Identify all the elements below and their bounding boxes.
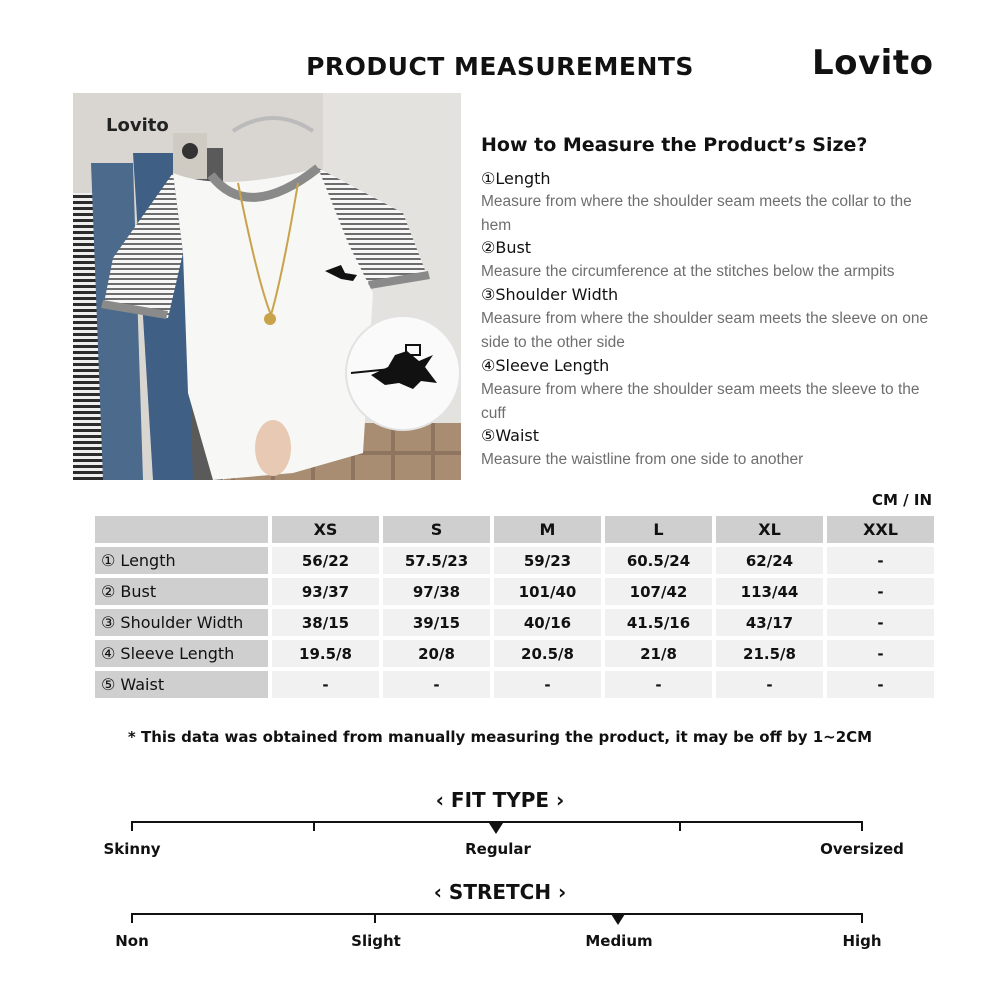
table-cell: 20/8 [383,640,490,667]
table-cell: - [827,609,934,636]
table-cell: 60.5/24 [605,547,712,574]
table-cell: - [827,640,934,667]
table-cell: 93/37 [272,578,379,605]
size-header-m: M [494,516,601,543]
bust-description: Measure the circumference at the stitches below the armpits [481,263,895,280]
row-label-waist: ⑤ Waist [95,671,268,698]
fit-type-tick [861,821,863,831]
table-row [95,578,934,605]
size-table [91,512,938,702]
stretch-tick [374,913,376,923]
table-cell: 62/24 [716,547,823,574]
table-cell: 101/40 [494,578,601,605]
table-cell: 113/44 [716,578,823,605]
row-label-sleeve-length: ④ Sleeve Length [95,640,268,667]
stretch-tick [131,913,133,923]
size-header-s: S [383,516,490,543]
waist-title: ⑤Waist [481,426,539,445]
table-cell: 20.5/8 [494,640,601,667]
table-cell: - [827,547,934,574]
waist-description: Measure the waistline from one side to another [481,451,804,468]
table-cell: - [383,671,490,698]
measurement-note: * This data was obtained from manually measuring the product, it may be off by 1~2CM [127,728,873,746]
sleeve-length-description: Measure from where the shoulder seam meets the sleeve to the cuff [481,381,920,422]
row-label-shoulder-width: ③ Shoulder Width [95,609,268,636]
table-row [95,547,934,574]
table-row [95,671,934,698]
stretch-label-high: High [842,932,882,950]
stretch-label-slight: Slight [351,932,401,950]
sleeve-length-title: ④Sleeve Length [481,356,610,375]
photo-brand-logo: Lovito [106,115,169,136]
guide-heading: How to Measure the Product’s Size? [481,134,868,156]
table-cell: - [605,671,712,698]
size-header-l: L [605,516,712,543]
shoulder-width-description: Measure from where the shoulder seam meets the sleeve on one side to the other side [481,310,929,351]
brand-logo: Lovito [812,43,934,83]
product-photo [73,93,461,480]
stretch-label-medium: Medium [585,932,653,950]
page-title: PRODUCT MEASUREMENTS [306,52,694,81]
table-cell: 43/17 [716,609,823,636]
fit-label-regular: Regular [465,840,531,858]
table-cell: 21/8 [605,640,712,667]
fit-type-tick [131,821,133,831]
fit-type-title: ‹ FIT TYPE › [435,788,565,812]
table-cell: 19.5/8 [272,640,379,667]
table-cell: 57.5/23 [383,547,490,574]
table-corner-cell [95,516,268,543]
product-illustration [73,93,461,480]
bust-title: ②Bust [481,238,532,257]
table-cell: - [827,578,934,605]
table-row [95,609,934,636]
size-header-xxl: XXL [827,516,934,543]
table-cell: - [494,671,601,698]
row-label-bust: ② Bust [95,578,268,605]
fit-type-marker [489,823,503,834]
table-cell: 39/15 [383,609,490,636]
length-description: Measure from where the shoulder seam meets the collar to the hem [481,193,912,234]
table-header-row [95,516,934,543]
stretch-title: ‹ STRETCH › [433,880,567,904]
table-cell: 38/15 [272,609,379,636]
table-cell: 97/38 [383,578,490,605]
fit-type-tick [679,821,681,831]
table-cell: 59/23 [494,547,601,574]
shoulder-width-title: ③Shoulder Width [481,285,619,304]
size-header-xs: XS [272,516,379,543]
fit-label-skinny: Skinny [103,840,161,858]
table-cell: 56/22 [272,547,379,574]
table-cell: 107/42 [605,578,712,605]
table-cell: - [272,671,379,698]
units-label: CM / IN [872,491,932,509]
row-label-length: ① Length [95,547,268,574]
table-cell: - [827,671,934,698]
stretch-tick [861,913,863,923]
size-header-xl: XL [716,516,823,543]
fit-label-oversized: Oversized [820,840,904,858]
table-cell: 21.5/8 [716,640,823,667]
table-cell: 40/16 [494,609,601,636]
table-row [95,640,934,667]
table-cell: - [716,671,823,698]
table-cell: 41.5/16 [605,609,712,636]
stretch-label-non: Non [115,932,149,950]
stretch-marker [611,914,625,925]
fit-type-tick [313,821,315,831]
stretch-scale-line [132,913,863,915]
length-title: ①Length [481,169,551,188]
